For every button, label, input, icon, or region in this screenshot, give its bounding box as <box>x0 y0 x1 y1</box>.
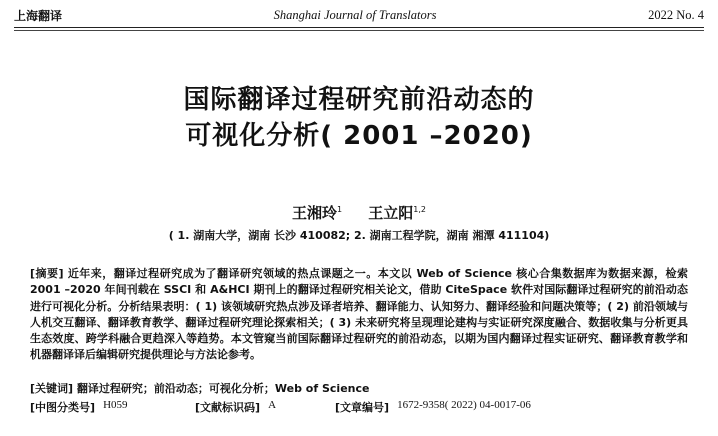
clc-value: H059 <box>103 399 128 411</box>
doc-value: A <box>268 399 277 411</box>
keywords <box>30 380 688 396</box>
article-metadata <box>30 399 688 415</box>
abstract <box>30 266 688 364</box>
header-rule-thin <box>14 30 704 31</box>
clc-label: [中图分类号] <box>30 401 96 414</box>
keywords-text: 翻译过程研究；前沿动态；可视化分析；Web of Science <box>76 382 370 395</box>
article-label: [文章编号] <box>335 401 390 414</box>
doc-label: [文献标识码] <box>195 401 261 414</box>
abstract-label: [摘要] <box>30 267 64 280</box>
issue-number: 2022 No. 4 <box>648 7 704 22</box>
keywords-label: [关键词] <box>30 382 74 395</box>
article-number <box>335 399 531 415</box>
affiliation: ( 1. 湖南大学，湖南 长沙 410082; 2. 湖南工程学院，湖南 湘潭 411104) <box>168 229 550 242</box>
header-rule <box>14 27 704 28</box>
article-value: 1672-9358( 2022) 04-0017-06 <box>397 399 531 411</box>
running-header <box>14 4 704 26</box>
journal-name-cn: 上海翻译 <box>14 8 63 23</box>
paper-title <box>0 82 718 154</box>
author-affil-mark: 1,2 <box>413 205 426 214</box>
title-line-1: 国际翻译过程研究前沿动态的 <box>183 85 535 115</box>
clc-number <box>30 399 195 415</box>
author-name: 王立阳 <box>368 204 414 222</box>
author-list <box>0 202 718 223</box>
abstract-text: 近年来，翻译过程研究成为了翻译研究领域的热点课题之一。本文以 Web of Science 核心合集数据库为数据来源，检索 2001 –2020 年间刊载在 SSCI 和 A&HCI 期刊上的翻译过程研究相关论文，借助 CiteSpace 软件对国际翻译过程研究的前沿动态进行可视化分析。分析结果表明：( 1) 该领域研究热点涉及译者培养、翻译能力、认知努力、翻译经验和问题决策等；( 2) 前沿领域与人机交互翻译、翻译教育教学、翻译过程研究理论探索相关；( 3) 未来研究将呈现理论建构与实证研究深度融合、数据收集与分析更具生态效度、跨学科融合更趋深入等趋势。本文管窥当前国际翻译过程研究的前沿动态，以期为国内翻译过程实证研究、翻译教育教学和机器翻译译后编辑研究提供理论与方法论参考。 <box>30 267 688 362</box>
journal-name-en: Shanghai Journal of Translators <box>273 7 437 22</box>
document-code <box>195 399 335 415</box>
author-affil-mark: 1 <box>337 205 343 214</box>
title-line-2: 可视化分析( 2001 –2020) <box>185 121 533 151</box>
author-name: 王湘玲 <box>292 204 338 222</box>
